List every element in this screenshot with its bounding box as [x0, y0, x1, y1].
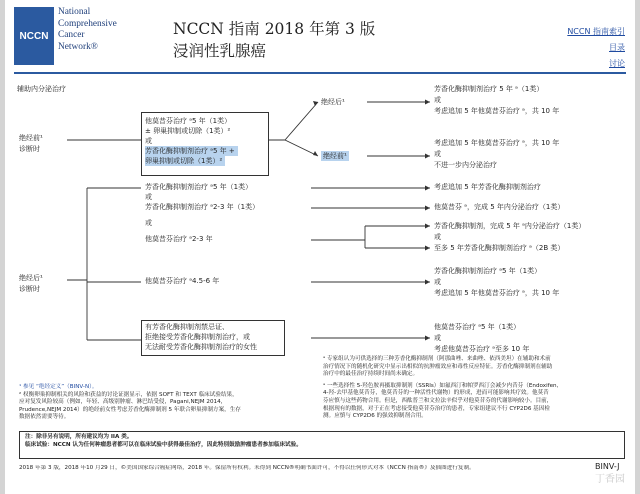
- nav-guidelines-index-link[interactable]: NCCN 指南索引: [567, 27, 625, 36]
- note-line: 注：除非另有说明，所有建议均为 IIA 类。: [25, 434, 133, 440]
- postmeno-result: 考虑追加 5 年他莫昔芬治疗 ᵃ，共 10 年: [434, 289, 560, 297]
- after-postmeno-label: 绝经后¹: [321, 98, 345, 106]
- postmeno-label-2: 诊断时: [19, 285, 40, 293]
- footnotes-left: [19, 384, 319, 422]
- premeno-therapy-box: [141, 112, 269, 176]
- pre-option: 不进一步内分泌治疗: [434, 161, 497, 169]
- therapy-line: 他莫昔芬治疗 ᵃ5 年（1类）: [145, 117, 232, 125]
- postmeno-result: 至多 5 年芳香化酶抑制剂治疗 ᵃ（2B 类）: [434, 244, 565, 252]
- page-title: NCCN 指南 2018 年第 3 版: [173, 20, 376, 38]
- pre-option: 或: [434, 150, 441, 158]
- postmeno-option: 或: [145, 219, 152, 227]
- postmeno-option: 他莫昔芬治疗 ᵃ4.5-6 年: [145, 277, 220, 285]
- copyright-line: 2018 年第 3 版，2018 年10 月29 日，©美国国家综合癌症网络，2018 年。保留所有权利。未得到 NCCN®明确书面许可，不得以任何形式对本《NCCN 指南®》及插图进行复制。: [19, 465, 475, 471]
- postmeno-result: 芳香化酶抑制剂，完成 5 年 ᵃ内分泌治疗（1类）: [434, 222, 586, 230]
- footnote: 治疗中的最佳治疗持续时间尚未确定。: [323, 371, 419, 378]
- footnote: Prudence,NEJM 2014）的绝经前女性考虑芳香化酶抑制剂 5 年联合卵巢抑制方案，生存: [19, 406, 241, 413]
- document-page: [5, 0, 635, 494]
- postmeno-result: 芳香化酶抑制剂治疗 ᵃ5 年（1类）: [434, 267, 542, 275]
- footnote: 4-羟-去甲基他莫昔芬，他莫昔芬的一种活性代谢物）的形成，进而可能影响其疗效。他莫昔: [323, 390, 549, 397]
- premeno-label-2: 诊断时: [19, 145, 40, 153]
- logo-line: Comprehensive: [58, 18, 117, 29]
- footnote-link[interactable]: ¹ 参见 “绝经定义”（BINV-N）。: [19, 384, 98, 390]
- footnote: 数据依然需要等待。: [19, 414, 70, 421]
- postmeno-option: 芳香化酶抑制剂治疗 ᵃ2-3 年（1类）: [145, 203, 260, 211]
- postmeno-result: 或: [434, 278, 441, 286]
- logo-line: National: [58, 7, 91, 17]
- contra-line: 拒绝接受芳香化酶抑制剂治疗，或: [145, 333, 250, 341]
- page-subtitle: 浸润性乳腺癌: [173, 42, 267, 60]
- postmeno-label-1: 绝经后¹: [19, 274, 43, 282]
- therapy-line: 或: [145, 137, 152, 145]
- contra-result: 考虑他莫昔芬治疗 ᵃ至多 10 年: [434, 345, 530, 353]
- contra-line: 有芳香化酶抑制剂禁忌证、: [145, 323, 229, 331]
- logo-line: Cancer: [58, 30, 85, 40]
- contra-line: 无法耐受芳香化酶抑制剂治疗的女性: [145, 343, 257, 351]
- note-box: [19, 431, 625, 459]
- watermark: 丁香园: [595, 474, 625, 485]
- logo-box: NCCN: [14, 7, 54, 65]
- after-premeno-label: 绝经前¹: [323, 152, 347, 160]
- footnote: ² 权衡卵巢抑制相关的风险和获益的讨论证据显示，依据 SOFT 和 TEXT 临床试验结果，: [19, 391, 238, 398]
- postmeno-result: 他莫昔芬 ᵃ，完成 5 年内分泌治疗（1类）: [434, 203, 565, 211]
- premeno-label-1: 绝经前¹: [19, 134, 43, 142]
- footnotes-right: [323, 356, 627, 421]
- footnote: 测。应慎与 CYP2D6 的强效抑制剂合用。: [323, 413, 427, 420]
- postmeno-option: 他莫昔芬治疗 ᵃ2-3 年: [145, 235, 213, 243]
- section-title: 辅助内分泌治疗: [17, 85, 66, 93]
- nav-toc-link[interactable]: 目录: [609, 43, 625, 52]
- footnote: 根据现有的数据，对于正在考虑接受他莫昔芬治疗的患者，专家组建议不行 CYP2D6 基因检: [323, 405, 550, 412]
- therapy-line-highlight: 芳香化酶抑制剂治疗 ᵃ5 年 +: [145, 146, 238, 156]
- footnote: 治疗情况下的随机化研究中显示出相似的抗肿瘤效应和毒性反应特征。芳香化酶抑制剂在辅助: [323, 363, 553, 370]
- footnote: ᵃ 一些选择性 5-羟色胺再摄取抑制剂（SSRIs）如氟西汀和帕罗西汀会减少内昔芬（Endoxifen,: [323, 382, 559, 389]
- logo-line: Network®: [58, 41, 98, 52]
- post-option: 考虑追加 5 年他莫昔芬治疗 ᵃ，共 10 年: [434, 107, 560, 115]
- page-code: BINV-J: [595, 462, 620, 471]
- post-option: 芳香化酶抑制剂治疗 5 年 ᵃ（1类）: [434, 85, 544, 93]
- therapy-line: ± 卵巢抑制或切除（1类）²: [145, 127, 231, 135]
- postmeno-option: 或: [145, 193, 152, 201]
- contraindication-box: [141, 320, 285, 356]
- therapy-line-highlight: 卵巢抑制或切除（1类）²: [145, 156, 225, 166]
- footnote: ᵃ 专家组认为可供选择的三种芳香化酶抑制剂（阿那曲唑、来曲唑、依西美坦）在辅助和术前: [323, 356, 551, 362]
- postmeno-result: 或: [434, 233, 441, 241]
- contra-result: 或: [434, 334, 441, 342]
- post-option: 或: [434, 96, 441, 104]
- footnote: 芬应慎与这些药物合用。但是，西酞普兰和文拉法辛似乎对他莫昔芬的代谢影响较小。目前，: [323, 397, 553, 404]
- postmeno-option: 芳香化酶抑制剂治疗 ᵃ5 年（1类）: [145, 183, 253, 191]
- note-line: 临床试验：NCCN 认为任何种瘤患者都可以在临床试验中获得最佳治疗，因此特别鼓励肿瘤患者参加临床试验。: [25, 441, 302, 448]
- footnote: 应对复发风险较高（例如，年轻、高级别肿瘤、淋巴结受侵，Pagani,NEJM 2014，: [19, 399, 227, 406]
- contra-result: 他莫昔芬治疗 ᵃ5 年（1类）: [434, 323, 521, 331]
- postmeno-result: 考虑追加 5 年芳香化酶抑制剂治疗: [434, 183, 541, 191]
- pre-option: 考虑追加 5 年他莫昔芬治疗 ᵃ，共 10 年: [434, 139, 560, 147]
- nav-discussion-link[interactable]: 讨论: [609, 59, 625, 68]
